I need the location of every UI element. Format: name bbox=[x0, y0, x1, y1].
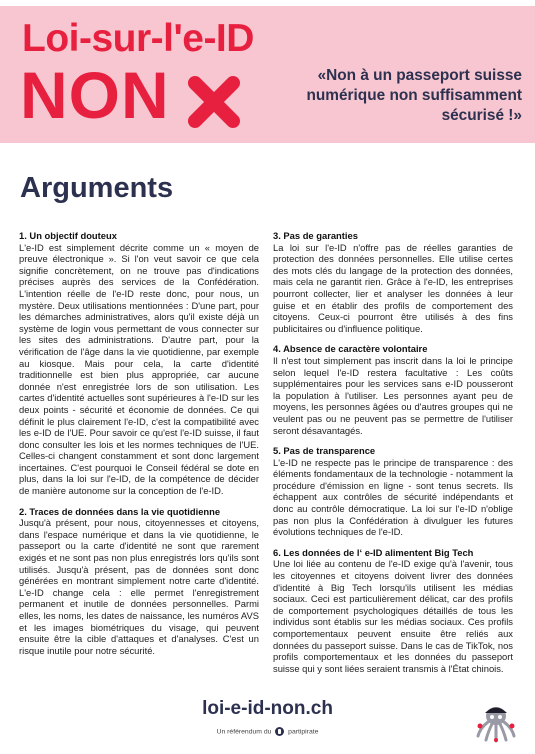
argument-item bbox=[19, 230, 259, 497]
campaign-title: Loi-sur-l'e-ID bbox=[22, 17, 254, 60]
right-column bbox=[273, 230, 513, 683]
top-white-strip bbox=[0, 0, 535, 6]
argument-title: 2. Traces de données dans la vie quotidienne bbox=[19, 505, 221, 517]
argument-text: L'e-ID est simplement décrite comme un « moyen de preuve électronique ». Si l'on veut savoir ce que cela signifie concrètement, on ne trouve pas d'indications précises auprès des services de la Confédération. L'intention réelle de l'e-ID reste donc, pour nous, un mystère. Deux utilisations mentionnées : D'une part, pour les démarches administratives, alors qu'il existe déjà un système de login vous permettant de vous connecter sur les sites des administrations. D'autre part, pour la vérification de l'âge dans la vie quotidienne, par exemple au kiosque. Mais pour cela, la carte d'identité traditionnelle est bien plus appropriée, car aucune donnée n'est enregistrée lors de son utilisation. Les cartes d'identité actuelles sont supérieures à l'e-ID sur les deux points - sécurité et économie de données. Ce qui définit le plus clairement l'e-ID, c'est la compatibilité avec les e-ID de l'UE. Pour savoir ce qu'est l'e-ID suisse, il faut donc consulter les lois et les normes techniques de l'UE. Celles-ci changent constamment et sont donc largement incertaines. C'est pourquoi le Conseil fédéral se dote en plus, dans la loi sur l'e-ID, de la compétence de décider de manière autonome sur la conception de l'e-ID. bbox=[19, 241, 259, 497]
non-label: NON bbox=[20, 58, 170, 132]
argument-item bbox=[19, 506, 259, 657]
pirate-octopus-mascot-icon bbox=[474, 700, 518, 744]
argument-title: 5. Pas de transparence bbox=[273, 445, 376, 457]
argument-item bbox=[273, 230, 513, 334]
argument-title: 3. Pas de garanties bbox=[273, 230, 358, 241]
argument-text: L'e-ID ne respecte pas le principe de transparence : des éléments fondamentaux de la technologie - notamment la procédure d'émission en ligne - sont tenus secrets. Ils échappent aux contrôles de sécurité indépendants et donc au contrôle démocratique. La loi sur l'e-ID n'oblige pas non plus la Confédération à divulguer les futures évolutions techniques de l'e-ID. bbox=[273, 456, 513, 538]
argument-text: Jusqu'à présent, pour nous, citoyennesses et citoyens, dans l'espace numérique et dans la vie quotidienne, le passeport ou la carte d'identité ne sont que rarement exigés et ne sont pas non plus enregistrés lors qu'ils sont utilisés. Jusqu'à présent, pas de données sont donc générées en montrant simplement notre carte d'identité. L'e-ID change cela : elle permet l'enregistrement permanent et inutile de données personnelles. Parmi elles, les noms, les dates de naissance, les numéros AVS et les images biométriques du visage, qui peuvent ensuite être la cible d'attaques et d'analyses. C'est un risque inutile pour notre sécurité. bbox=[19, 517, 259, 656]
argument-text: La loi sur l'e-ID n'offre pas de réelles garanties de protection des données personnelles. Elle utilise certes des mots clés du langage de la protection des données, mais cela ne garantit rien. Grâce à l'e-ID, les entreprises pourront collecter, lier et analyser les données à leur guise et en établir des profils de comportement des citoyens. Ceux-ci pourront être utilisés à des fins publicitaires ou d'influence politique. bbox=[273, 241, 513, 334]
argument-item bbox=[273, 445, 513, 538]
argument-text: Il n'est tout simplement pas inscrit dans la loi le principe selon lequel l'e-ID restera facultative : Les coûts supplémentaires pour les services sans e-ID pousseront la population à l'utiliser. Les personnes ayant peu de moyens, les personnes âgées ou d'autres groupes qui ne veulent pas ou ne peuvent pas se permettre de l'utiliser seront désavantagés. bbox=[273, 354, 513, 436]
section-title: Arguments bbox=[20, 172, 174, 204]
campaign-quote: «Non à un passeport suisse numérique non suffisamment sécurisé !» bbox=[306, 67, 522, 124]
argument-item bbox=[273, 343, 513, 436]
referendum-credit bbox=[0, 727, 535, 736]
argument-text: Une loi liée au contenu de l'e-ID exige qu'à l'avenir, tous les citoyennes et citoyens doivent livrer des données d'identité à Big Tech lorsqu'ils utilisent les médias sociaux. Ceci est particulièrement délicat, car des profils de comportement psychologiques détaillés de tous les individus sont établis sur les médias sociaux. Ces profils comportementaux peuvent ensuite être reliés aux données du passeport suisse. Dans le cas de TikTok, nos profils comportementaux et les données du passeport suisse qui y sont liées seraient transmis à l'État chinois. bbox=[273, 558, 513, 674]
argument-title: 1. Un objectif douteux bbox=[19, 230, 117, 241]
party-name: partipirate bbox=[288, 728, 319, 736]
argument-title: 6. Les données de l‘ e-ID alimentent Big Tech bbox=[273, 546, 474, 558]
partipirate-logo-icon bbox=[275, 727, 284, 736]
referendum-credit-prefix: Un référendum du bbox=[216, 728, 272, 736]
website-link[interactable]: loi-e-id-non.ch bbox=[202, 698, 333, 719]
header-banner bbox=[0, 0, 535, 143]
argument-item bbox=[273, 547, 513, 675]
left-column bbox=[19, 230, 259, 665]
argument-title: 4. Absence de caractère volontaire bbox=[273, 343, 428, 355]
cross-mark-icon bbox=[186, 74, 242, 130]
